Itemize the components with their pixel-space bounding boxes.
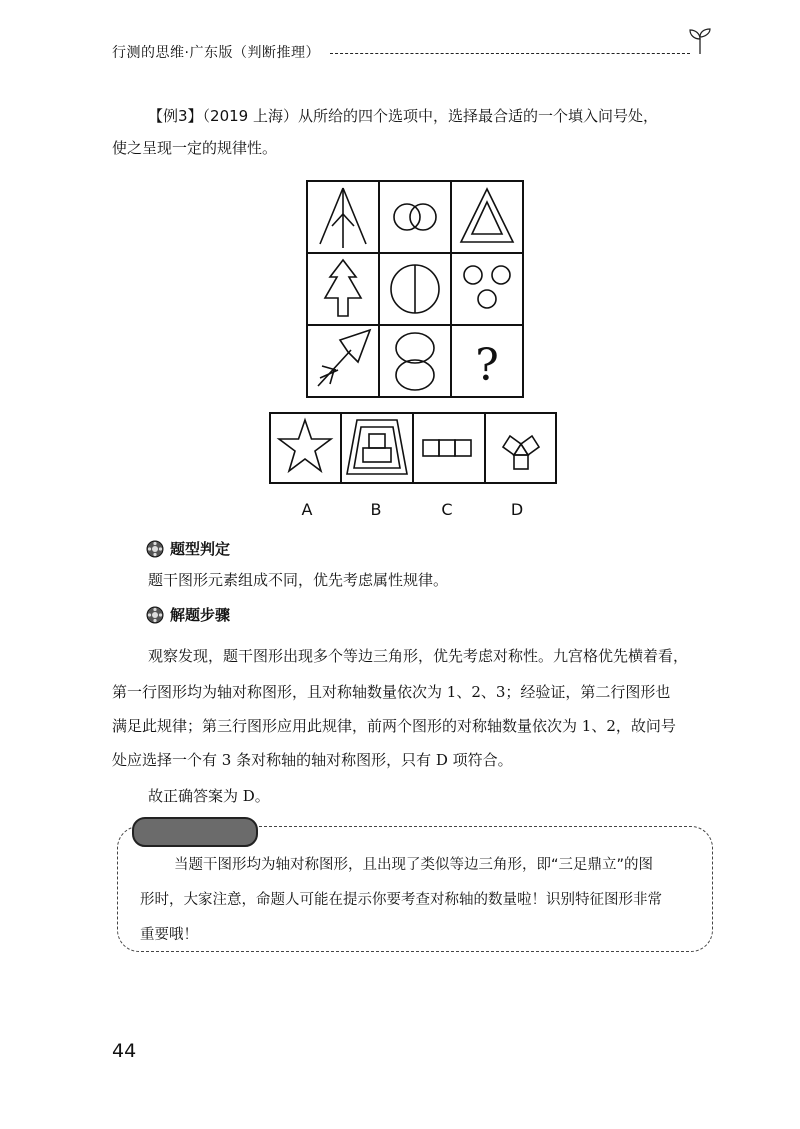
tips-line-1: 当题干图形均为轴对称图形，且出现了类似等边三角形，即“三足鼎立”的图 xyxy=(174,857,654,873)
running-header: 行测的思维·广东版（判断推理） xyxy=(112,45,320,61)
cell-3-2-figure-eight xyxy=(396,333,434,390)
cell-3-1-dart-figure xyxy=(318,330,370,386)
section-type-text: 题干图形元素组成不同，优先考虑属性规律。 xyxy=(148,571,449,589)
example-line-2: 使之呈现一定的规律性。 xyxy=(112,139,278,157)
page-number: 44 xyxy=(112,1040,137,1062)
steps-line-2: 第一行图形均为轴对称图形，且对称轴数量依次为 1、2、3；经验证，第二行图形也 xyxy=(112,683,671,701)
tips-line-3: 重要哦！ xyxy=(140,927,198,943)
question-mark: ? xyxy=(475,340,499,391)
flower-bullet-icon xyxy=(146,606,164,624)
example-label: 【例3】 xyxy=(148,107,203,125)
section-title-steps: 解题步骤 xyxy=(170,606,231,624)
cell-1-3-nested-triangles xyxy=(461,189,513,242)
option-label-b[interactable]: B xyxy=(370,500,382,519)
cell-1-1-arrow-figure xyxy=(320,188,366,248)
option-label-a[interactable]: A xyxy=(301,500,313,519)
steps-line-4: 处应选择一个有 3 条对称轴的轴对称图形，只有 D 项符合。 xyxy=(112,751,513,769)
cell-2-1-tree-arrow xyxy=(325,260,361,316)
puzzle-grid xyxy=(306,180,524,398)
steps-line-3: 满足此规律；第三行图形应用此规律，前两个图形的对称轴数量依次为 1、2，故问号 xyxy=(112,717,676,735)
section-title-type: 题型判定 xyxy=(170,540,231,558)
option-a-star-icon xyxy=(279,420,331,471)
option-b-trapezoid-icon xyxy=(347,420,407,474)
cell-2-3-three-circles xyxy=(464,266,510,308)
cell-1-2-two-circles xyxy=(394,204,436,230)
option-label-c[interactable]: C xyxy=(441,500,453,519)
sprout-icon xyxy=(686,26,714,56)
tips-line-2: 形时，大家注意，命题人可能在提示你要考查对称轴的数量啦！识别特征图形非常 xyxy=(140,892,662,908)
option-c-three-squares-icon xyxy=(423,440,471,456)
steps-line-1: 观察发现，题干图形出现多个等边三角形，优先考虑对称性。九宫格优先横着看， xyxy=(148,647,689,665)
answer-line: 故正确答案为 D。 xyxy=(148,787,270,805)
option-label-d[interactable]: D xyxy=(510,500,524,519)
option-d-triangle-squares-icon xyxy=(503,436,539,469)
example-line-1: 【例3】（2019 上海）从所给的四个选项中，选择最合适的一个填入问号处， xyxy=(148,107,658,125)
header-rule xyxy=(330,53,690,54)
tips-badge-logo xyxy=(132,817,258,847)
options-row xyxy=(269,412,557,484)
cell-2-2-split-circle xyxy=(391,265,439,313)
flower-bullet-icon xyxy=(146,540,164,558)
